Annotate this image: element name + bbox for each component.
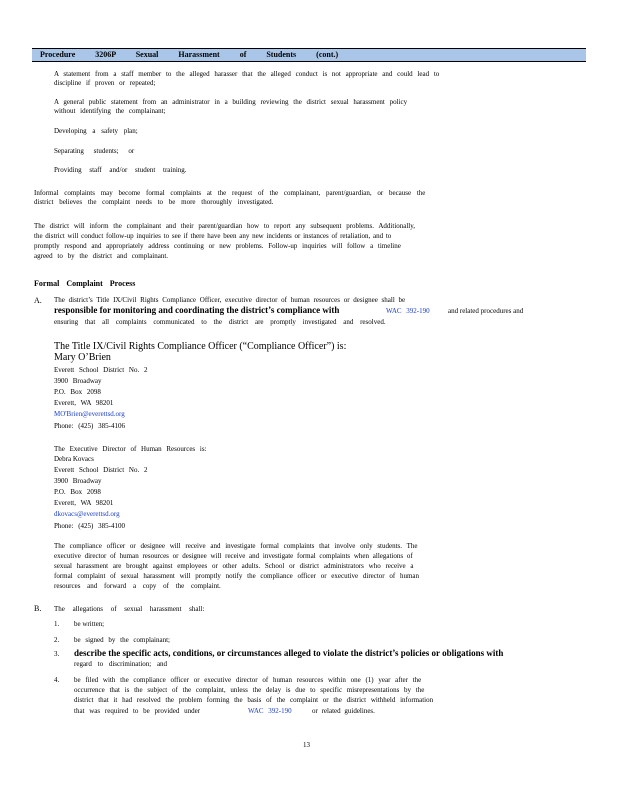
item-4-line-3: district that it had resolved the problem forming the basis of the complaint or the district withheld information [74,696,434,704]
officer-phone: Phone: (425) 385-4106 [54,422,125,430]
item-4-number: 4. [54,676,60,684]
hr-address-line-2: 3900 Broadway [54,477,102,485]
item-4-line-1: be filed with the compliance officer or executive director of human resources within one (1) year after the [74,676,422,684]
item-3-text: describe the specific acts, conditions, or circumstances alleged to violate the district’s policies or obligations with [74,648,504,658]
officer-address-line-4: Everett, WA 98201 [54,399,114,407]
formal-complaint-heading: Formal Complaint Process [34,279,136,288]
hr-address-line-1: Everett School District No. 2 [54,466,148,474]
officer-heading: The Title IX/Civil Rights Compliance Officer (“Compliance Officer”) is: [54,341,347,352]
section-a-line-2: responsible for monitoring and coordinating the district’s compliance with [54,305,340,315]
item-4-line-4-post: or related guidelines. [312,707,375,715]
compliance-para-line-3: sexual harassment are brought against employees or other adults. School or district administrators who receive a [54,562,414,570]
bullet-3-line-1: Developing a safety plan; [54,127,138,135]
compliance-para-line-5: resources and forward a copy of the complaint. [54,582,221,590]
hr-address-line-3: P.O. Box 2098 [54,488,101,496]
section-b-intro: The allegations of sexual harassment shall: [54,605,205,613]
item-1-text: be written; [74,620,105,628]
section-a-line-1: The district’s Title IX/Civil Rights Compliance Officer, executive director of human resources or designee shall be [54,296,406,304]
section-a-line-2-tail: and related procedures and [448,307,524,315]
section-a-marker: A. [34,296,42,305]
item-2-number: 2. [54,636,60,644]
section-b-marker: B. [34,604,42,613]
page-number: 13 [303,741,310,749]
compliance-para-line-2: executive director of human resources or designee will receive and investigate formal complaints when allegations of [54,552,413,560]
procedure-header-bar [32,48,586,62]
officer-address-line-3: P.O. Box 2098 [54,388,101,396]
officer-email-link[interactable]: MO'Brien@everettsd.org [54,410,125,418]
item-4-line-4-pre: that was required to be provided under [74,707,201,715]
inform-para-line-2: the district will conduct follow-up inquiries to see if there have been any new incidents or instances of retaliation, and to [34,232,392,240]
item-4-wac-link[interactable]: WAC 392-190 [248,707,292,715]
bullet-2-line-2: without identifying the complainant; [54,107,166,115]
hr-phone: Phone: (425) 385-4100 [54,522,125,530]
section-a-line-3: ensuring that all complaints communicated to the district are promptly investigated and resolved. [54,318,386,326]
bullet-4-line-1: Separating students; or [54,147,135,155]
inform-para-line-4: agreed to by the district and complainant. [34,252,169,260]
officer-address-line-2: 3900 Broadway [54,377,102,385]
bullet-1-line-1: A statement from a staff member to the alleged harasser that the alleged conduct is not appropriate and could lead to [54,70,440,78]
hr-address-line-4: Everett, WA 98201 [54,499,114,507]
item-2-text: be signed by the complainant; [74,636,170,644]
bullet-2-line-1: A general public statement from an administrator in a building reviewing the district sexual harassment policy [54,98,408,106]
bullet-5-line-1: Providing staff and/or student training. [54,166,187,174]
bullet-1-line-2: discipline if proven or repeated; [54,79,156,87]
informal-para-line-1: Informal complaints may become formal complaints at the request of the complainant, parent/guardian, or because the [34,189,426,197]
item-1-number: 1. [54,620,60,628]
compliance-para-line-4: formal complaint of sexual harassment will promptly notify the compliance officer or executive director of human [54,572,420,580]
item-3-number: 3. [54,650,60,658]
item-4-line-2: occurrence that is the subject of the complaint, unless the delay is due to specific misrepresentations by the [74,686,425,694]
hr-heading: The Executive Director of Human Resources is: [54,445,207,453]
hr-name: Debra Kovacs [54,455,94,463]
officer-address-line-1: Everett School District No. 2 [54,366,148,374]
inform-para-line-3: promptly respond and appropriately address continuing or new problems. Follow-up inquiries will follow a timeline [34,242,401,250]
hr-email-link[interactable]: dkovacs@everettsd.org [54,510,120,518]
inform-para-line-1: The district will inform the complainant and their parent/guardian how to report any subsequent problems. Additionally, [34,222,416,230]
item-3-cont: regard to discrimination; and [74,660,168,668]
informal-para-line-2: district believes the complaint needs to be more thoroughly investigated. [34,198,274,206]
wac-link[interactable]: WAC 392-190 [386,307,430,315]
officer-name: Mary O’Brien [54,352,111,363]
procedure-header-title: Procedure 3206P Sexual Harassment of Students (cont.) [40,50,339,59]
compliance-para-line-1: The compliance officer or designee will receive and investigate formal complaints that involve only students. The [54,542,418,550]
